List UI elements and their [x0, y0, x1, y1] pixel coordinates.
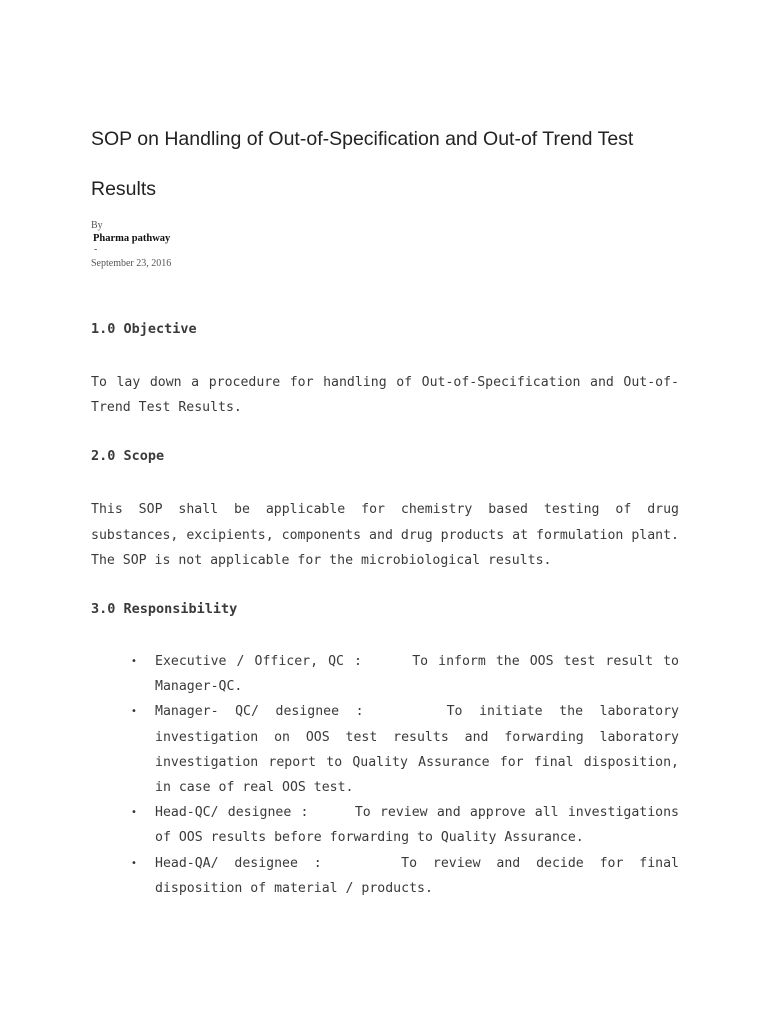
- publish-date: September 23, 2016: [91, 258, 172, 269]
- responsibility-role: Head-QA/ designee :: [155, 855, 322, 871]
- section-heading-scope: 2.0 Scope: [91, 448, 165, 465]
- responsibility-duty: To inform the OOS test result to Manager-QC.: [155, 654, 679, 695]
- article-title: SOP on Handling of Out-of-Specification and Out-of Trend Test Results: [91, 128, 634, 200]
- responsibility-list: [91, 649, 679, 901]
- responsibility-role: Head-QC/ designee :: [155, 805, 309, 821]
- responsibility-role: Executive / Officer, QC :: [155, 654, 362, 670]
- responsibility-duty: To initiate the laboratory investigation on OOS test results and forwarding laboratory investigation report to Quality Assurance for final disposition, in case of real OOS test.: [155, 704, 679, 796]
- objective-text: To lay down a procedure for handling of Out-of-Specification and Out-of-Trend Test Results.: [91, 375, 679, 416]
- document-page: [91, 0, 679, 901]
- list-item: [91, 699, 679, 800]
- responsibility-duty: To review and decide for final disposition of material / products.: [155, 855, 679, 896]
- section-heading-responsibility: 3.0 Responsibility: [91, 601, 238, 618]
- article-byline: [91, 219, 679, 270]
- bullet-icon: •: [131, 706, 137, 718]
- list-item: [91, 800, 679, 850]
- scope-text: This SOP shall be applicable for chemistry based testing of drug substances, excipients, components and drug products at formulation plant. The SOP is not applicable for the microbiological results.: [91, 502, 679, 568]
- bullet-icon: •: [131, 656, 137, 668]
- bullet-icon: •: [131, 807, 137, 819]
- byline-by-label: By: [91, 220, 103, 231]
- list-item: [91, 649, 679, 699]
- bullet-icon: •: [131, 857, 137, 869]
- responsibility-duty: To review and approve all investigations of OOS results before forwarding to Quality Assurance.: [155, 805, 679, 846]
- list-item: [91, 851, 679, 901]
- section-heading-objective: 1.0 Objective: [91, 321, 197, 337]
- author-link[interactable]: Pharma pathway: [93, 233, 171, 244]
- responsibility-role: Manager- QC/ designee :: [155, 704, 364, 720]
- byline-separator: -: [94, 244, 98, 255]
